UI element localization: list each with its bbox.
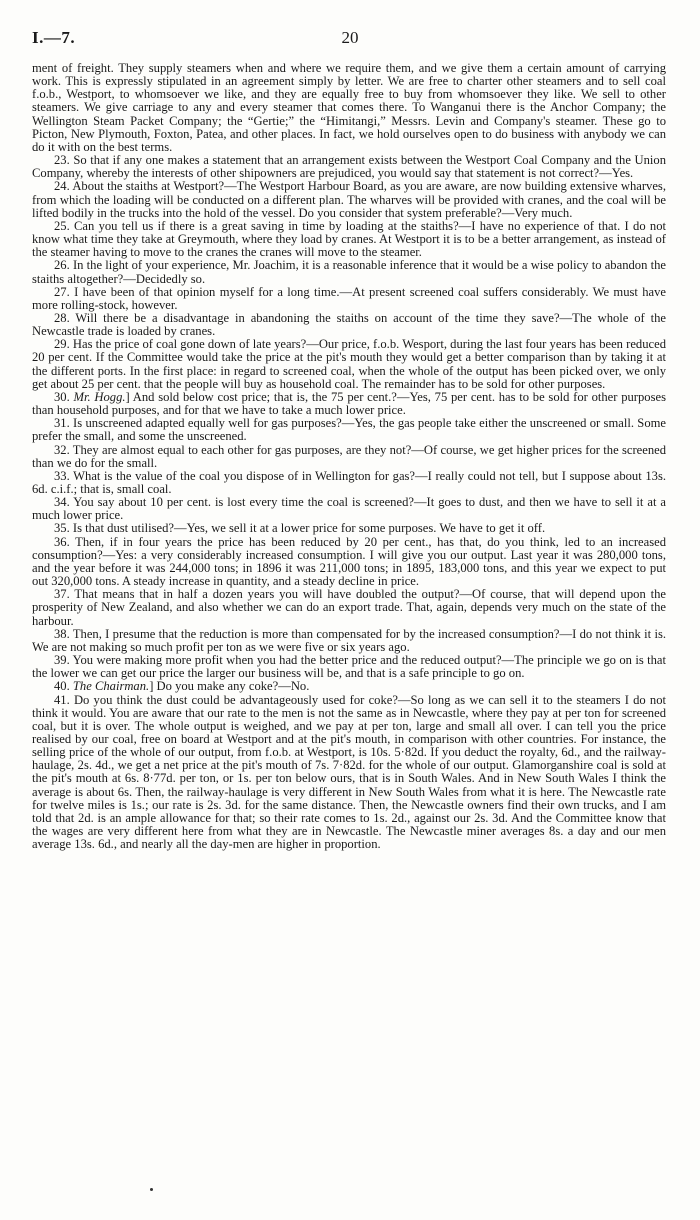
speaker-name: The Chairman. xyxy=(72,679,150,694)
paragraph-q24: 24. About the staiths at Westport?—The Westport Harbour Board, as you are aware, are now building extensive wharves, from which the loading will be conducted on a different plan. The wharves will be provided with cranes, and the coal will be lifted bodily in the trucks into the hold of the vessel. Do you consider that system preferable?—Very much. xyxy=(32,179,666,220)
paragraph-q37: 37. That means that in half a dozen years you will have doubled the output?—Of course, that will depend upon the prosperity of New Zealand, and also whether we can do an export trade. That, again, depends very much on the state of the harbour. xyxy=(32,587,666,628)
paragraph-q31: 31. Is unscreened adapted equally well for gas purposes?—Yes, the gas people take either the unscreened or small. Some prefer the small, and some the unscreened. xyxy=(32,416,666,444)
paragraph-q34: 34. You say about 10 per cent. is lost every time the coal is screened?—It goes to dust, and then we have to sell it at a much lower price. xyxy=(32,495,666,523)
paragraph-q23: 23. So that if any one makes a statement that an arrangement exists between the Westport Coal Company and the Union Company, whereby the interests of other shipowners are prejudiced, you would say that statement is not correct?—Yes. xyxy=(32,153,666,181)
paragraph-continuation: ment of freight. They supply steamers when and where we require them, and we give them a certain amount of carrying work. This is expressly stipulated in an agreement simply by letter. We are free to charter other steamers and to sell coal f.o.b., Westport, to whomsoever we like, and they are equally free to buy from whomsoever they like. We sell to other steamers. We give carriage to any and every steamer that comes there. To Wanganui there is the Anchor Company; the Wellington Steam Packet Company; the “Gertie;” the “Himitangi,” Messrs. Levin and Company's steamer. These go to Picton, New Plymouth, Foxton, Patea, and other places. In fact, we hold ourselves open to do business with anybody we can do it with on the best terms. xyxy=(32,61,666,154)
paragraph-text: ] And sold below cost price; that is, the 75 per cent.?—Yes, 75 per cent. has to be sold for other purposes than household purposes, and for that we have to take a much lower price. xyxy=(32,389,666,418)
paragraph-text: ] Do you make any coke?—No. xyxy=(149,679,310,694)
paragraph-q33: 33. What is the value of the coal you dispose of in Wellington for gas?—I really could not tell, but I suppose about 13s. 6d. c.i.f.; that is, small coal. xyxy=(32,468,666,496)
speaker-name: Mr. Hogg. xyxy=(73,389,126,404)
paragraph-q39: 39. You were making more profit when you had the better price and the reduced output?—The principle we go on is that the lower we can get our price the larger our business will be, and that is a safe principle to go on. xyxy=(32,653,666,681)
document-reference: I.—7. xyxy=(32,28,76,47)
paragraph-q29: 29. Has the price of coal gone down of late years?—Our price, f.o.b. Wesport, during the last four years has been reduced 20 per cent. If the Committee would take the price at the pit's mouth they would get a better comparison than by taking it at the different ports. In the first place: in regard to screened coal, when the whole of the output has been picked over, we only get about 25 per cent. that the people will buy as household coal. The remainder has to be sold for other purposes. xyxy=(32,337,666,391)
page-header xyxy=(32,28,668,52)
paragraph-q32: 32. They are almost equal to each other for gas purposes, are they not?—Of course, we get higher prices for the screened than we do for the small. xyxy=(32,442,666,470)
paragraph-q26: 26. In the light of your experience, Mr. Joachim, it is a reasonable inference that it would be a wise policy to abandon the staiths altogether?—Decidedly so. xyxy=(32,258,666,286)
paragraph-q30 xyxy=(32,391,666,417)
paragraph-q40 xyxy=(32,680,666,693)
paragraph-q36: 36. Then, if in four years the price has been reduced by 20 per cent., has that, do you think, led to an increased consumption?—Yes: a very considerably increased consumption. I will give you our output. Last year it was 280,000 tons, and the year before it was 244,000 tons; in 1896 it was 211,000 tons; in 1895, 183,000 tons, and this year we expect to put out 320,000 tons. A steady increase in quantity, and a steady decline in price. xyxy=(32,534,666,589)
paragraph-q41: 41. Do you think the dust could be advantageously used for coke?—So long as we can sell it to the steamers I do not think it would. You are aware that our rate to the men is not the same as in Newcastle, where they pay at per ton for screened coal, but it is over. The whole output is weighed, and we pay at per ton, large and small all over. I can tell you the price realised by our coal, free on board at Westport and at the pit's mouth, in comparison with other countries. For instance, the selling price of the whole of our output, from f.o.b. at Westport, is 10s. 5·82d. If you deduct the royalty, 6d., and the railway-haulage, 2s. 4d., we get a net price at the pit's mouth of 7s. 7·82d. for the whole of our output. Glamorganshire coal is sold at the pit's mouth at 6s. 8·77d. per ton, or 1s. per ton below ours, that is in South Wales. And in New South Wales I think the average is about 6s. Then, the railway-haulage is very different in New South Wales from what it is here. The Newcastle rate for twelve miles is 1s.; our rate is 2s. 3d. for the same distance. Then, the Newcastle owners find their own trucks, and I am told that 2d. is an ample allowance for that; so their rate comes to 1s. 2d., against our 2s. 3d. And the Committee know that the wages are very different here from what they are in Newcastle. The Newcastle miner averages 8s. a day and our men average 13s. 6d., and nearly all the day-men are higher in proportion. xyxy=(32,692,666,852)
paragraph-q35: 35. Is that dust utilised?—Yes, we sell it at a lower price for some purposes. We have to get it off. xyxy=(54,521,546,536)
question-number: 40. xyxy=(54,679,70,694)
body-text xyxy=(32,62,666,851)
paragraph-q38: 38. Then, I presume that the reduction is more than compensated for by the increased consumption?—I do not think it is. We are not making so much profit per ton as we were five or six years ago. xyxy=(32,626,666,654)
question-number: 30. xyxy=(54,389,70,404)
paragraph-q25: 25. Can you tell us if there is a great saving in time by loading at the staiths?—I have no experience of that. I do not know what time they take at Greymouth, where they load by cranes. At Westport it is to be a better arrangement, as instead of the steamer having to move to the cranes the cranes will move to the steamer. xyxy=(32,218,666,260)
paragraph-q27: 27. I have been of that opinion myself for a long time.—At present screened coal suffers considerably. We must have more rolling-stock, however. xyxy=(32,284,666,312)
paragraph-q28: 28. Will there be a disadvantage in abandoning the staiths on account of the time they save?—The whole of the Newcastle trade is loaded by cranes. xyxy=(32,310,666,339)
print-speck xyxy=(150,1188,153,1191)
page-number: 20 xyxy=(341,28,359,47)
